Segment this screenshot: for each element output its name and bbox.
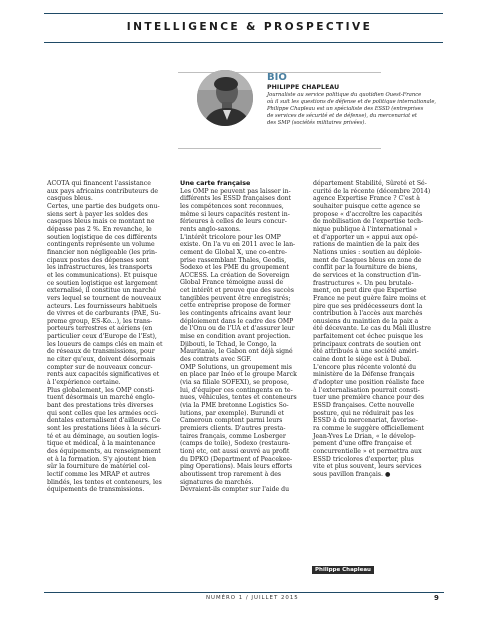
text-line: cement de Global X, une co-entre- <box>180 248 287 256</box>
text-line: casques bleus. <box>47 195 93 203</box>
text-line: L'encore plus récente volonté du <box>313 363 417 371</box>
text-line: agence Expertise France ? C'est à <box>313 195 420 203</box>
text-line: à l'expérience certaine. <box>47 379 121 387</box>
header-title: INTELLIGENCE & PROSPECTIVE <box>126 21 373 33</box>
text-line: (via sa filiale SOFEXI), se propose, <box>180 379 290 386</box>
text-line: posture, qui ne réduirait pas les <box>313 409 414 417</box>
text-line: tion) etc, ont aussi œuvré au profit <box>180 447 290 455</box>
bio-author-name: PHILIPPE CHAPLEAU <box>267 84 340 91</box>
text-line: différents les ESSD françaises dont <box>180 195 292 203</box>
text-line: sûr la fourniture de matériel col- <box>47 463 150 471</box>
text-line: de services et la construction d'in- <box>313 271 421 279</box>
text-line: Devraient-ils compter sur l'aide du <box>180 486 290 494</box>
text-line: concurrentielle » et permettra aux <box>313 447 422 455</box>
text-line: pement d'une offre française et <box>313 440 412 448</box>
page-header <box>44 13 443 48</box>
text-line: signatures de marchés. <box>180 478 254 486</box>
text-line: principaux contrats de soutien ont <box>313 340 422 348</box>
text-line: de vivres et de carburants (PAE, Su- <box>47 310 161 318</box>
text-line: de l'Onu ou de l'UA et d'assurer leur <box>180 325 295 333</box>
text-line: aboutissent trop rarement à des <box>180 470 282 478</box>
text-line: rations de maintien de la paix des <box>313 241 420 249</box>
text-line: lutions, par exemple). Burundi et <box>180 409 284 417</box>
text-line: Global France témoigne aussi de <box>180 279 284 287</box>
bio-line: des SMP (sociétés militaires privées). <box>267 120 367 127</box>
text-line: Certes, une partie des budgets onu- <box>47 202 160 210</box>
text-line: Jean-Yves Le Drian, « le dévelop- <box>313 432 416 440</box>
bio-line: Philippe Chapleau est un spécialiste des ESSD (entreprises <box>267 106 424 113</box>
text-line: porteurs terrestres et aériens (en <box>47 325 153 333</box>
text-line: prise rassemblant Thales, Geodis, <box>180 256 287 264</box>
text-line: sous pavillon français. ● <box>313 470 391 478</box>
text-line: les contingents africains avant leur <box>180 310 291 318</box>
text-line: à l'externalisation pourrait consti- <box>313 386 420 394</box>
text-line: Les OMP ne peuvent pas laisser in- <box>180 187 291 195</box>
text-line: d'adopter une position réaliste face <box>313 379 425 387</box>
text-line: propose « d'accroître les capacités <box>313 210 423 218</box>
bio-label: BIO <box>267 72 287 83</box>
text-line: rents anglo-saxons. <box>180 225 241 233</box>
text-line: du DPKO (Department of Peacekee- <box>180 455 293 463</box>
text-line: ment de Casques bleus en zone de <box>313 256 422 264</box>
text-line: été attribués à une société améri- <box>313 348 419 356</box>
text-line: ce soutien logistique est largement <box>47 279 158 287</box>
text-line: qui sont celles que les armées occi- <box>47 409 159 417</box>
text-line: casques bleus mais ce montant ne <box>47 218 155 226</box>
text-line: ra comme le suggère officiellement <box>313 425 424 432</box>
text-line: mise en condition avant projection. <box>180 333 291 341</box>
bio-line: où il suit les questions de défense et de politique internationale, <box>267 99 437 106</box>
text-line: soutien logistique de ces différents <box>47 233 157 241</box>
text-line: des contrats avec SGF. <box>180 356 252 364</box>
text-line: en place par Inéo et le groupe Marck <box>180 371 297 379</box>
text-column-2 <box>180 180 306 494</box>
text-line: été décevante. Le cas du Mali illustre <box>313 325 431 333</box>
text-line: nique publique à l'international » <box>313 225 418 233</box>
author-signature: Philippe Chapleau <box>312 566 374 574</box>
text-line: particulier ceux d'Europe de l'Est), <box>47 333 157 341</box>
bio-line: de services de sécurité et de défense), du mercenariat et <box>267 113 418 120</box>
text-line: les loueurs de camps clés en main et <box>47 340 163 348</box>
text-line: cet intérêt et prouve que des succès <box>180 287 294 295</box>
text-line: onusiens du maintien de la paix a <box>313 317 419 325</box>
text-line: aux pays africains contributeurs de <box>47 187 158 195</box>
text-line: déploiement dans le cadre des OMP <box>180 317 294 325</box>
author-portrait <box>197 70 253 126</box>
text-line: curité de la récente (décembre 2014) <box>313 187 431 195</box>
text-line: même si leurs capacités restent in- <box>180 210 290 218</box>
text-line: ministère de la Défense français <box>313 371 415 379</box>
text-line: existe. On l'a vu en 2011 avec le lan- <box>180 241 296 249</box>
section-subheading: Une carte française <box>180 179 251 187</box>
text-line: les infrastructures, les transports <box>47 264 153 272</box>
text-line: siens sert à payer les soldes des <box>47 210 148 218</box>
text-line: tuent désormais un marché englo- <box>47 394 155 402</box>
text-line: lectif comme les MRAP et autres <box>47 470 150 478</box>
bio-line: Journaliste au service politique du quotidien Ouest-France <box>267 92 422 98</box>
bio-block <box>267 72 445 127</box>
text-line: tique et médical, à la maintenance <box>47 440 156 448</box>
page-number: 9 <box>434 594 439 602</box>
text-line: ne citer qu'eux, doivent désormais <box>47 356 156 364</box>
text-line: sont les prestations liées à la sécuri- <box>47 425 162 432</box>
text-line: Nations unies : soutien au déploie- <box>313 248 422 256</box>
text-line: de réseaux de transmissions, pour <box>47 348 155 356</box>
text-line: compter sur de nouveaux concur- <box>47 363 153 371</box>
text-line: blindés, les tentes et conteneurs, les <box>47 478 162 486</box>
text-line: équipements de transmissions. <box>47 486 145 494</box>
text-line: contribution à l'accès aux marchés <box>313 310 423 318</box>
text-line: France ne peut guère faire moins et <box>313 294 427 302</box>
text-line: Sodexo et les PME du groupement <box>180 264 289 272</box>
text-line: ESSD à du mercenariat, favorise- <box>313 417 418 425</box>
text-line: et les communications). Et puisque <box>47 271 158 279</box>
bio-divider-bottom <box>178 148 381 149</box>
portrait-photo <box>197 70 253 126</box>
text-line: ESSD tricolores d'exporter, plus <box>313 455 414 463</box>
text-line: ACOTA qui financent l'assistance <box>47 180 151 187</box>
text-line: tangibles peuvent être enregistrés; <box>180 294 291 302</box>
text-line: Djibouti, le Tchad, le Congo, la <box>180 340 277 348</box>
text-line: tuer une première chance pour des <box>313 394 424 402</box>
text-line: des équipements, au renseignement <box>47 447 161 455</box>
text-line: contingents représente un volume <box>47 241 155 249</box>
text-line: pire que ses prédécesseurs dont la <box>313 302 423 310</box>
text-line: (via la PME bretonne Logistics So- <box>180 401 289 409</box>
text-line: ESSD françaises. Cette nouvelle <box>313 402 415 410</box>
text-line: té et au déminage, au soutien logis- <box>47 432 160 440</box>
text-line: ment, on peut dire que Expertise <box>313 287 417 295</box>
text-line: financier non négligeable (les prin- <box>47 248 158 256</box>
text-line: dentales externalisent d'ailleurs. Ce <box>47 417 161 425</box>
footer-rule <box>44 592 444 593</box>
text-line: OMP Solutions, un groupement mis <box>180 363 292 371</box>
text-column-1 <box>47 180 173 494</box>
text-line: vite et plus souvent, leurs services <box>313 463 422 471</box>
text-line: département Stabilité, Sûreté et Sé- <box>313 180 427 187</box>
text-line: frastructures ». Un peu brutale- <box>313 279 414 287</box>
text-line: taires français, comme Losberger <box>180 432 286 440</box>
text-line: cette entreprise propose de former <box>180 302 291 310</box>
text-line: L'intérêt tricolore pour les OMP <box>180 233 281 241</box>
text-line: bant des prestations très diverses <box>47 402 154 410</box>
text-line: cipaux postes des dépenses sont <box>47 256 150 264</box>
text-line: Plus globalement, les OMP consti- <box>47 386 155 394</box>
text-line: parfaitement cet échec puisque les <box>313 333 423 341</box>
bio-text <box>267 92 445 127</box>
text-line: Cameroun comptent parmi leurs <box>180 417 283 425</box>
text-line: et à la formation. S'y ajoutent bien <box>47 455 156 463</box>
text-line: acteurs. Les fournisseurs habituels <box>47 302 158 310</box>
text-line: (camps de toile), Sodexo (restaura- <box>180 440 291 448</box>
text-line: dépasse pas 2 %. En revanche, le <box>47 225 152 233</box>
text-line: preme group, ES-Ko...), les trans- <box>47 317 153 325</box>
footer-issue: NUMÉRO 1 / JUILLET 2015 <box>206 595 299 601</box>
text-line: conflit par la fourniture de biens, <box>313 264 418 272</box>
text-line: férieures à celles de leurs concur- <box>180 218 287 226</box>
text-line: nues, véhicules, tentes et conteneurs <box>180 394 297 402</box>
text-line: de mobilisation de l'expertise tech- <box>313 218 424 226</box>
text-line: rents aux capacités significatives et <box>47 371 160 379</box>
text-line: les compétences sont reconnues, <box>180 202 284 210</box>
text-line: premiers clients. D'autres presta- <box>180 424 286 432</box>
text-line: ACCESS. La création de Sovereign <box>180 271 290 279</box>
text-line: ping Operations). Mais leurs efforts <box>180 463 293 471</box>
text-line: souhaiter puisque cette agence se <box>313 202 421 210</box>
text-line: Mauritanie, le Gabon ont déjà signé <box>180 348 293 356</box>
text-column-3 <box>313 180 439 479</box>
text-line: lui, d'équiper ces contingents en te- <box>180 386 293 394</box>
text-line: caine dont le siège est à Dubaï. <box>313 356 412 364</box>
text-line: et d'apporter un « appui aux opé- <box>313 233 418 241</box>
text-line: externalisé, il constitue un marché <box>47 287 157 295</box>
header-rule <box>44 42 443 43</box>
text-line: vers lequel se tournent de nouveaux <box>47 294 162 302</box>
